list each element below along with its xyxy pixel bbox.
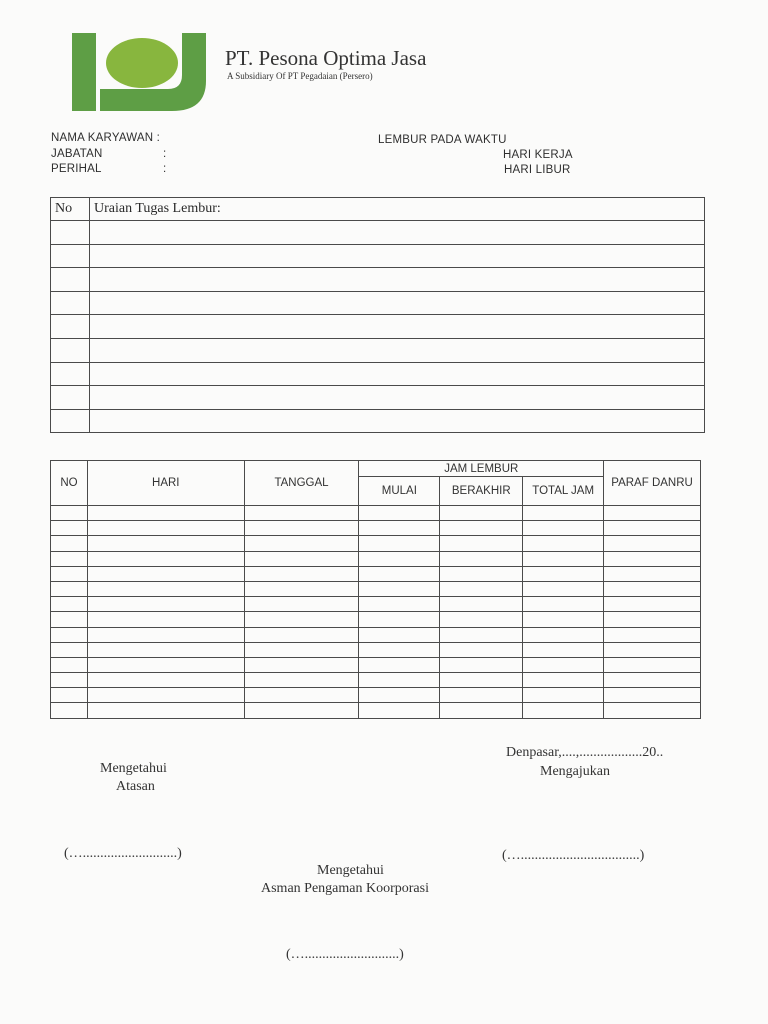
ot-paraf-cell[interactable] <box>604 642 701 657</box>
ot-berakhir-cell[interactable] <box>440 536 523 551</box>
ot-mulai-header: MULAI <box>359 477 440 506</box>
company-logo <box>72 33 206 111</box>
company-name: PT. Pesona Optima Jasa <box>225 46 427 70</box>
ot-row <box>51 688 701 703</box>
signature-blank-right: (…..................................) <box>502 848 645 863</box>
field-jabatan <box>51 148 166 160</box>
ot-no-cell[interactable] <box>51 597 88 612</box>
task-row <box>51 268 705 292</box>
ot-hari-cell[interactable] <box>87 612 244 627</box>
ot-total-jam-cell[interactable] <box>523 536 604 551</box>
ot-tanggal-cell[interactable] <box>244 688 359 703</box>
ot-no-cell[interactable] <box>51 612 88 627</box>
ot-jam-lembur-header: JAM LEMBUR <box>359 461 604 477</box>
ot-berakhir-cell[interactable] <box>440 642 523 657</box>
jabatan-colon: : <box>163 148 167 160</box>
ot-mulai-cell[interactable] <box>359 657 440 672</box>
task-no-cell[interactable] <box>51 338 90 362</box>
ot-berakhir-cell[interactable] <box>440 703 523 718</box>
place-date: Denpasar,....,..................20.. <box>506 745 664 760</box>
ot-mulai-cell[interactable] <box>359 536 440 551</box>
ot-total-jam-cell[interactable] <box>523 521 604 536</box>
ot-total-jam-cell[interactable] <box>523 551 604 566</box>
ot-total-jam-cell[interactable] <box>523 703 604 718</box>
task-no-cell[interactable] <box>51 409 90 433</box>
task-no-cell[interactable] <box>51 291 90 315</box>
signature-blank-left: (…...........................) <box>64 846 182 861</box>
ot-no-header: NO <box>51 461 88 506</box>
ot-no-cell[interactable] <box>51 581 88 596</box>
ot-row <box>51 657 701 672</box>
ot-row <box>51 521 701 536</box>
ot-paraf-cell[interactable] <box>604 551 701 566</box>
lembur-waktu-label: LEMBUR PADA WAKTU <box>378 134 507 146</box>
task-no-cell[interactable] <box>51 362 90 386</box>
ot-tanggal-cell[interactable] <box>244 581 359 596</box>
ot-row <box>51 627 701 642</box>
overtime-table <box>50 460 701 719</box>
nama-label: NAMA KARYAWAN : <box>51 132 161 144</box>
ot-hari-cell[interactable] <box>87 673 244 688</box>
ot-tanggal-cell[interactable] <box>244 597 359 612</box>
ot-paraf-cell[interactable] <box>604 521 701 536</box>
ot-mulai-cell[interactable] <box>359 566 440 581</box>
ot-paraf-cell[interactable] <box>604 703 701 718</box>
task-row <box>51 315 705 339</box>
hari-libur-label: HARI LIBUR <box>504 164 571 176</box>
hari-kerja-label: HARI KERJA <box>503 149 573 161</box>
ot-tanggal-cell[interactable] <box>244 657 359 672</box>
perihal-label: PERIHAL <box>51 163 102 175</box>
mengetahui-asman-label: Mengetahui <box>317 863 384 878</box>
task-no-cell[interactable] <box>51 315 90 339</box>
ot-mulai-cell[interactable] <box>359 688 440 703</box>
ot-total-jam-cell[interactable] <box>523 688 604 703</box>
ot-hari-cell[interactable] <box>87 581 244 596</box>
ot-paraf-cell[interactable] <box>604 673 701 688</box>
task-desc-cell[interactable] <box>90 268 705 292</box>
ot-mulai-cell[interactable] <box>359 627 440 642</box>
ot-berakhir-cell[interactable] <box>440 657 523 672</box>
ot-row <box>51 536 701 551</box>
ot-header-row-1 <box>51 461 701 477</box>
logo-circle <box>106 38 178 88</box>
ot-no-cell[interactable] <box>51 536 88 551</box>
mengetahui-atasan-label: Mengetahui <box>100 761 167 776</box>
ot-mulai-cell[interactable] <box>359 612 440 627</box>
task-row <box>51 244 705 268</box>
ot-berakhir-cell[interactable] <box>440 673 523 688</box>
ot-no-cell[interactable] <box>51 506 88 521</box>
task-desc-cell[interactable] <box>90 221 705 245</box>
ot-paraf-cell[interactable] <box>604 657 701 672</box>
ot-tanggal-cell[interactable] <box>244 566 359 581</box>
ot-paraf-cell[interactable] <box>604 597 701 612</box>
mengajukan-label: Mengajukan <box>540 764 610 779</box>
task-no-cell[interactable] <box>51 386 90 410</box>
ot-mulai-cell[interactable] <box>359 597 440 612</box>
atasan-label: Atasan <box>116 779 155 794</box>
ot-hari-cell[interactable] <box>87 597 244 612</box>
ot-hari-cell[interactable] <box>87 703 244 718</box>
task-desc-cell[interactable] <box>90 386 705 410</box>
ot-berakhir-cell[interactable] <box>440 597 523 612</box>
ot-tanggal-cell[interactable] <box>244 627 359 642</box>
ot-paraf-cell[interactable] <box>604 612 701 627</box>
ot-row <box>51 597 701 612</box>
ot-berakhir-cell[interactable] <box>440 581 523 596</box>
ot-total-jam-cell[interactable] <box>523 657 604 672</box>
ot-berakhir-cell[interactable] <box>440 688 523 703</box>
ot-hari-cell[interactable] <box>87 627 244 642</box>
ot-paraf-header: PARAF DANRU <box>604 461 701 506</box>
task-row <box>51 362 705 386</box>
task-table <box>50 197 705 433</box>
ot-mulai-cell[interactable] <box>359 506 440 521</box>
task-no-cell[interactable] <box>51 244 90 268</box>
ot-total-jam-cell[interactable] <box>523 612 604 627</box>
ot-row <box>51 506 701 521</box>
ot-total-jam-cell[interactable] <box>523 597 604 612</box>
task-desc-cell[interactable] <box>90 315 705 339</box>
company-subtitle: A Subsidiary Of PT Pegadaian (Persero) <box>227 71 373 81</box>
ot-berakhir-cell[interactable] <box>440 627 523 642</box>
ot-total-jam-header: TOTAL JAM <box>523 477 604 506</box>
ot-berakhir-cell[interactable] <box>440 506 523 521</box>
ot-total-jam-cell[interactable] <box>523 673 604 688</box>
task-row <box>51 409 705 433</box>
ot-no-cell[interactable] <box>51 551 88 566</box>
ot-mulai-cell[interactable] <box>359 581 440 596</box>
ot-hari-cell[interactable] <box>87 536 244 551</box>
field-perihal <box>51 163 166 175</box>
ot-hari-cell[interactable] <box>87 688 244 703</box>
jabatan-label: JABATAN <box>51 148 103 160</box>
asman-label: Asman Pengaman Koorporasi <box>261 881 429 896</box>
ot-tanggal-cell[interactable] <box>244 673 359 688</box>
ot-no-cell[interactable] <box>51 703 88 718</box>
ot-paraf-cell[interactable] <box>604 627 701 642</box>
ot-total-jam-cell[interactable] <box>523 506 604 521</box>
ot-hari-cell[interactable] <box>87 521 244 536</box>
task-row <box>51 221 705 245</box>
ot-no-cell[interactable] <box>51 627 88 642</box>
ot-no-cell[interactable] <box>51 642 88 657</box>
ot-hari-header: HARI <box>87 461 244 506</box>
ot-berakhir-cell[interactable] <box>440 521 523 536</box>
task-desc-cell[interactable] <box>90 362 705 386</box>
ot-row <box>51 551 701 566</box>
ot-berakhir-cell[interactable] <box>440 612 523 627</box>
ot-no-cell[interactable] <box>51 657 88 672</box>
ot-berakhir-cell[interactable] <box>440 566 523 581</box>
ot-mulai-cell[interactable] <box>359 642 440 657</box>
task-row <box>51 338 705 362</box>
ot-hari-cell[interactable] <box>87 642 244 657</box>
task-desc-cell[interactable] <box>90 338 705 362</box>
ot-row <box>51 581 701 596</box>
ot-no-cell[interactable] <box>51 566 88 581</box>
ot-total-jam-cell[interactable] <box>523 642 604 657</box>
task-desc-cell[interactable] <box>90 409 705 433</box>
ot-hari-cell[interactable] <box>87 657 244 672</box>
field-nama-karyawan <box>51 132 160 144</box>
task-row <box>51 386 705 410</box>
ot-paraf-cell[interactable] <box>604 688 701 703</box>
ot-no-cell[interactable] <box>51 673 88 688</box>
task-no-header: No <box>51 198 90 221</box>
ot-tanggal-cell[interactable] <box>244 642 359 657</box>
ot-tanggal-header: TANGGAL <box>244 461 359 506</box>
logo-bar <box>72 33 96 111</box>
ot-total-jam-cell[interactable] <box>523 566 604 581</box>
ot-tanggal-cell[interactable] <box>244 703 359 718</box>
ot-tanggal-cell[interactable] <box>244 506 359 521</box>
ot-tanggal-cell[interactable] <box>244 551 359 566</box>
ot-mulai-cell[interactable] <box>359 703 440 718</box>
task-no-cell[interactable] <box>51 268 90 292</box>
ot-berakhir-cell[interactable] <box>440 551 523 566</box>
perihal-colon: : <box>163 163 167 175</box>
task-no-cell[interactable] <box>51 221 90 245</box>
task-table-header-row <box>51 198 705 221</box>
ot-hari-cell[interactable] <box>87 506 244 521</box>
ot-tanggal-cell[interactable] <box>244 521 359 536</box>
ot-row <box>51 566 701 581</box>
ot-mulai-cell[interactable] <box>359 551 440 566</box>
ot-total-jam-cell[interactable] <box>523 581 604 596</box>
ot-row <box>51 703 701 718</box>
ot-paraf-cell[interactable] <box>604 536 701 551</box>
ot-tanggal-cell[interactable] <box>244 536 359 551</box>
ot-row <box>51 673 701 688</box>
ot-paraf-cell[interactable] <box>604 581 701 596</box>
ot-mulai-cell[interactable] <box>359 521 440 536</box>
ot-no-cell[interactable] <box>51 688 88 703</box>
ot-total-jam-cell[interactable] <box>523 627 604 642</box>
ot-mulai-cell[interactable] <box>359 673 440 688</box>
ot-hari-cell[interactable] <box>87 566 244 581</box>
task-row <box>51 291 705 315</box>
ot-berakhir-header: BERAKHIR <box>440 477 523 506</box>
signature-blank-bottom: (…...........................) <box>286 947 404 962</box>
ot-row <box>51 642 701 657</box>
task-desc-header: Uraian Tugas Lembur: <box>90 198 705 221</box>
ot-paraf-cell[interactable] <box>604 506 701 521</box>
ot-hari-cell[interactable] <box>87 551 244 566</box>
ot-tanggal-cell[interactable] <box>244 612 359 627</box>
ot-row <box>51 612 701 627</box>
task-desc-cell[interactable] <box>90 244 705 268</box>
ot-paraf-cell[interactable] <box>604 566 701 581</box>
task-desc-cell[interactable] <box>90 291 705 315</box>
ot-no-cell[interactable] <box>51 521 88 536</box>
